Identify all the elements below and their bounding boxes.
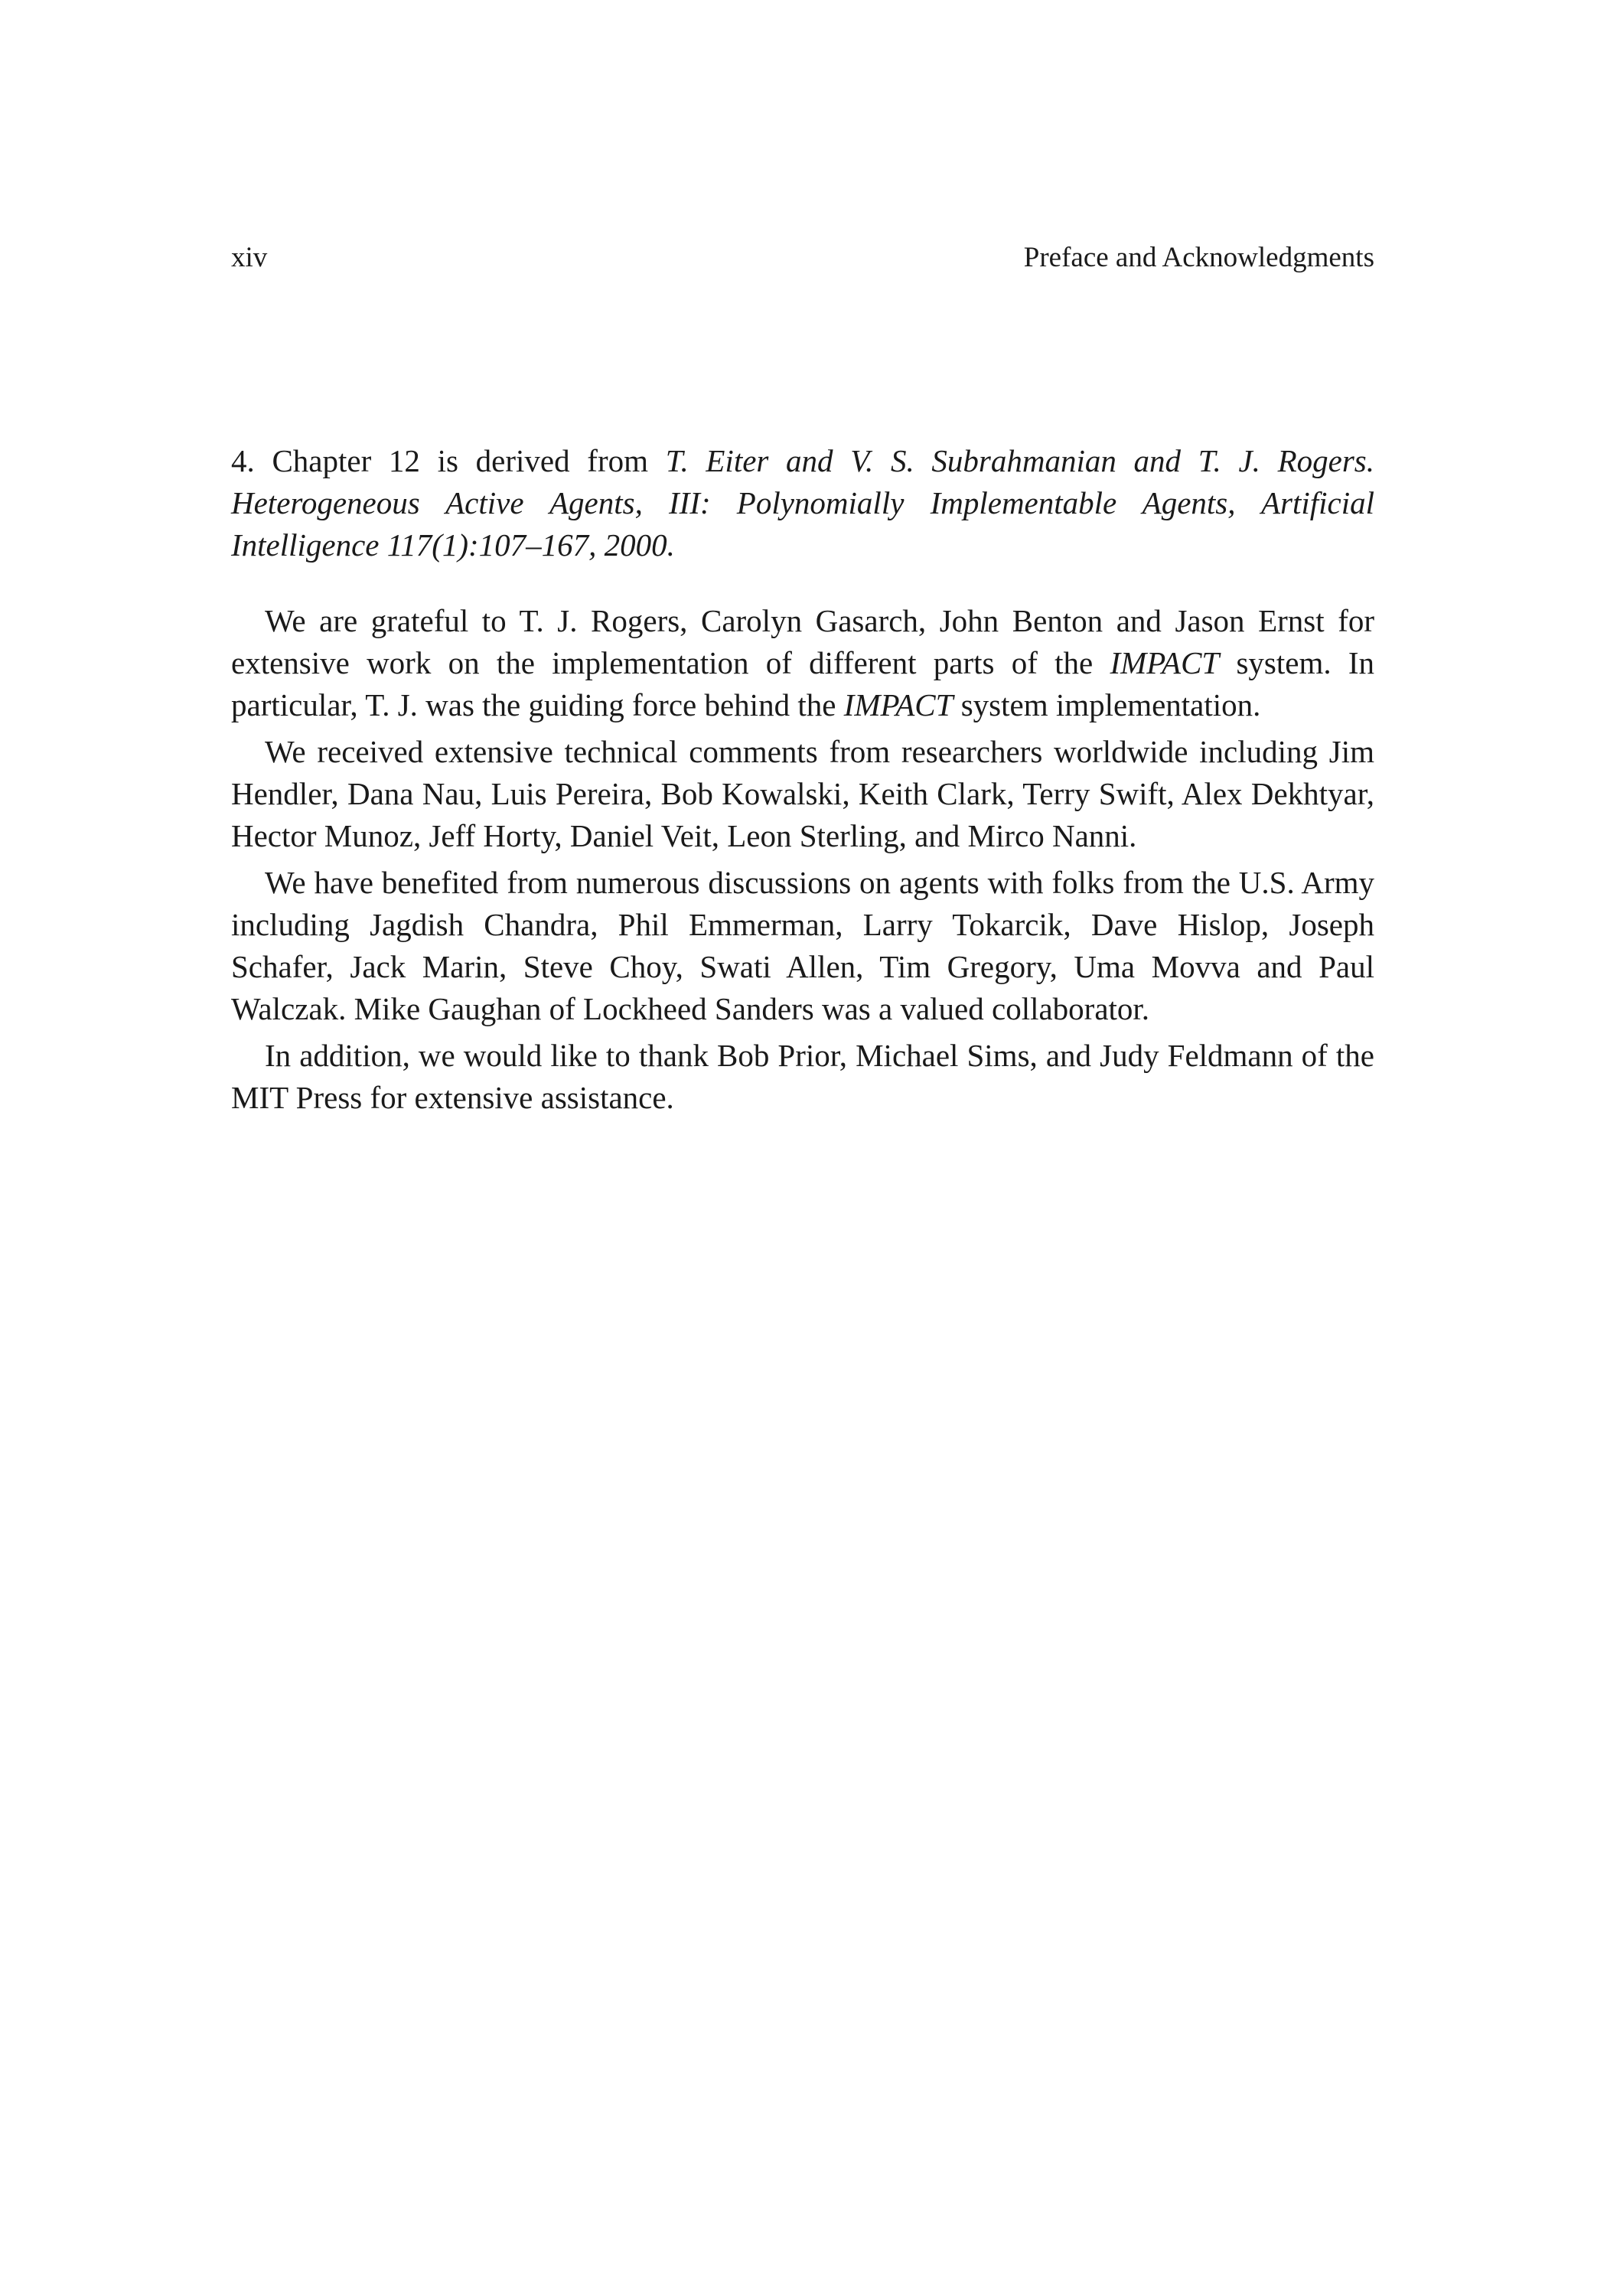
running-head bbox=[231, 239, 1374, 277]
paragraph-implementation-thanks bbox=[231, 600, 1374, 726]
paragraph-technical-comments: We received extensive technical comments from researchers worldwide including Jim Hendler, Dana Nau, Luis Pereira, Bob Kowalski, Keith Clark, Terry Swift, Alex Dekhtyar, Hector Munoz, Jeff Horty, Daniel Veit, Leon Sterling, and Mirco Nanni. bbox=[231, 734, 1374, 853]
paragraph-text: system implementation. bbox=[953, 687, 1261, 722]
body-text bbox=[231, 440, 1374, 1124]
paragraph-text: We are grateful to T. J. Rogers, Carolyn Gasarch, John Benton and Jason Ernst for extensive work on the implementation of different parts of the bbox=[231, 603, 1374, 680]
system-name: IMPACT bbox=[843, 687, 953, 722]
running-title: Preface and Acknowledgments bbox=[1023, 242, 1374, 273]
paragraph-mit-press-thanks: In addition, we would like to thank Bob Prior, Michael Sims, and Judy Feldmann of the MIT Press for extensive assistance. bbox=[231, 1038, 1374, 1115]
citation-reference: T. Eiter and V. S. Subrahmanian and T. J. Rogers. Heterogeneous Active Agents, III: Polynomially Implementable Agents, Artificial Intelligence 117(1):107–167, 2000. bbox=[231, 443, 1374, 563]
page-number: xiv bbox=[231, 242, 268, 273]
system-name: IMPACT bbox=[1110, 645, 1220, 680]
paragraph-army-discussions: We have benefited from numerous discussions on agents with folks from the U.S. Army including Jagdish Chandra, Phil Emmerman, Larry Tokarcik, Dave Hislop, Joseph Schafer, Jack Marin, Steve Choy, Swati Allen, Tim Gregory, Uma Movva and Paul Walczak. Mike Gaughan of Lockheed Sanders was a valued collaborator. bbox=[231, 865, 1374, 1026]
chapter-citation bbox=[231, 440, 1374, 566]
paragraph-text: system. In particular, T. J. was the guiding force behind the bbox=[231, 645, 1375, 722]
citation-prefix: 4. Chapter 12 is derived from bbox=[231, 443, 666, 478]
